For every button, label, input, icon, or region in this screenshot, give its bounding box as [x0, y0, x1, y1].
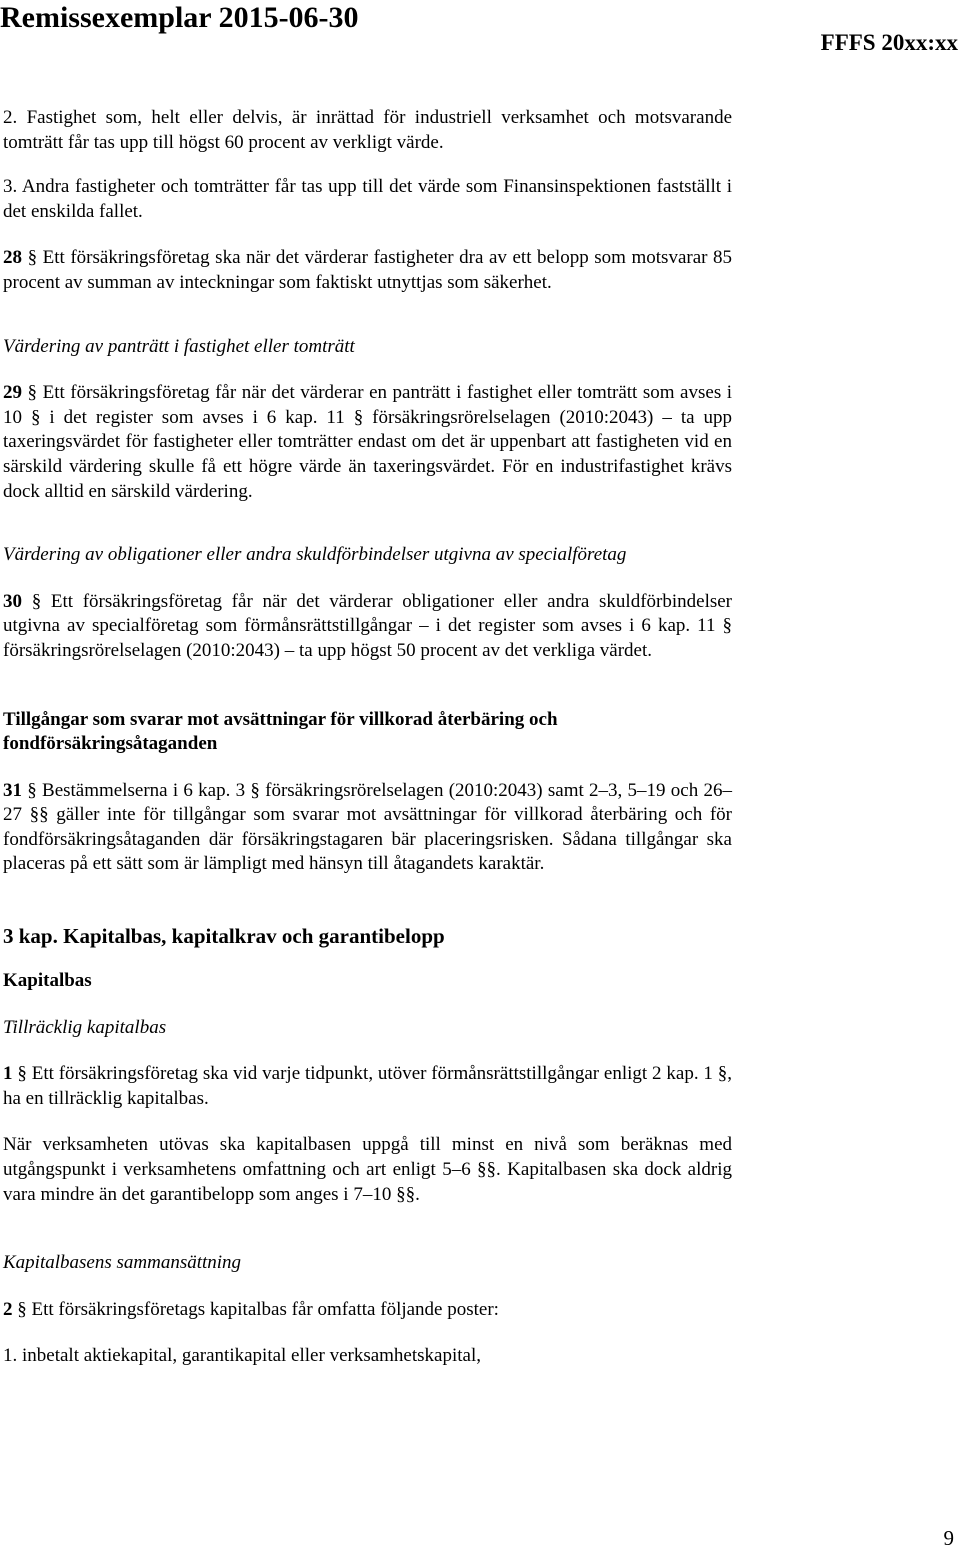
- paragraph-30: [3, 590, 732, 664]
- list-item-1: 1. inbetalt aktiekapital, garantikapital eller verksamhetskapital,: [3, 1345, 481, 1367]
- heading-sammansattning: Kapitalbasens sammansättning: [3, 1252, 242, 1274]
- heading-tillracklig-kapitalbas: Tillräcklig kapitalbas: [3, 1016, 167, 1038]
- page-number: 9: [943, 1526, 954, 1550]
- paragraph-number: 29: [3, 382, 22, 404]
- paragraph-text: Ett försäkringsföretag får när det värderar en panträtt i fastighet eller tomträtt som avses i 10 § i det register som avses i 6 kap. 11 § försäkringsrörelselagen (2010:2043) – ta upp taxeringsvärdet för fastigheter eller tomträtter endast om det är uppenbart att fastigheten vid en särskild värdering skulle få ett högre värde än taxeringsvärdet. För en industrifastighet krävs dock alltid en särskild värdering.: [3, 382, 733, 502]
- paragraph-1-second: När verksamheten utövas ska kapitalbasen uppgå till minst en nivå som beräknas med utgångspunkt i verksamhetens omfattning och art enligt 5–6 §§. Kapitalbasen ska dock aldrig vara mindre än det garantibelopp som anges i 7–10 §§.: [3, 1134, 732, 1205]
- header-title: Remissexemplar 2015-06-30: [0, 1, 359, 34]
- heading-tillgangar: Tillgångar som svarar mot avsättningar för villkorad återbäring och fondförsäkringsåtaganden: [3, 708, 558, 755]
- paragraph-text: Ett försäkringsföretag ska vid varje tidpunkt, utöver förmånsrättstillgångar enligt 2 kap. 1 §, ha en tillräcklig kapitalbas.: [3, 1063, 733, 1109]
- list-item-3: 3. Andra fastigheter och tomträtter får tas upp till det värde som Finansinspektionen fastställt i det enskilda fallet.: [3, 176, 732, 222]
- paragraph-text: Ett försäkringsföretag får när det värderar obligationer eller andra skuldförbindelser utgivna av specialföretag som förmånsrättstillgångar – i det register som avses i 6 kap. 11 § försäkringsrörelselagen (2010:2043) – ta upp högst 50 procent av det verkliga värdet.: [3, 590, 733, 661]
- paragraph-2: [3, 1298, 732, 1323]
- paragraph-28: [3, 246, 732, 295]
- heading-pantratt: Värdering av panträtt i fastighet eller tomträtt: [3, 335, 355, 357]
- paragraph-29: [3, 381, 732, 504]
- paragraph-number: 28: [3, 247, 22, 269]
- heading-kapitalbas: Kapitalbas: [3, 970, 92, 992]
- paragraph-31: [3, 779, 732, 877]
- section-sign: §: [17, 1063, 27, 1085]
- paragraph-1: [3, 1062, 732, 1111]
- paragraph-number: 2: [3, 1298, 13, 1320]
- section-sign: §: [17, 1298, 27, 1320]
- section-sign: §: [27, 382, 38, 404]
- section-sign: §: [27, 779, 37, 801]
- section-sign: §: [31, 590, 42, 612]
- heading-obligationer: Värdering av obligationer eller andra skuldförbindelser utgivna av specialföretag: [3, 544, 627, 566]
- paragraph-text: Ett försäkringsföretags kapitalbas får omfatta följande poster:: [31, 1298, 499, 1320]
- paragraph-number: 30: [3, 590, 22, 612]
- paragraph-number: 31: [3, 779, 22, 801]
- paragraph-text: Ett försäkringsföretag ska när det värderar fastigheter dra av ett belopp som motsvarar 85 procent av summan av inteckningar som faktiskt utnyttjas som säkerhet.: [3, 247, 733, 293]
- document-body: [3, 106, 732, 1369]
- list-item-2: 2. Fastighet som, helt eller delvis, är inrättad för industriell verksamhet och motsvarande tomträtt får tas upp till högst 60 procent av verkligt värde.: [3, 107, 732, 153]
- chapter-heading: 3 kap. Kapitalbas, kapitalkrav och garantibelopp: [3, 924, 445, 949]
- paragraph-text: Bestämmelserna i 6 kap. 3 § försäkringsrörelselagen (2010:2043) samt 2–3, 5–19 och 26–27 §§ gäller inte för tillgångar som svarar mot avsättningar för villkorad återbäring och för fondförsäkringsåtaganden där försäkringstagaren bär placeringsrisken. Sådana tillgångar ska placeras på ett sätt som är lämpligt med hänsyn till åtagandets karaktär.: [3, 779, 733, 875]
- section-sign: §: [27, 247, 38, 269]
- paragraph-number: 1: [3, 1063, 13, 1085]
- header-reference: FFFS 20xx:xx: [820, 30, 958, 55]
